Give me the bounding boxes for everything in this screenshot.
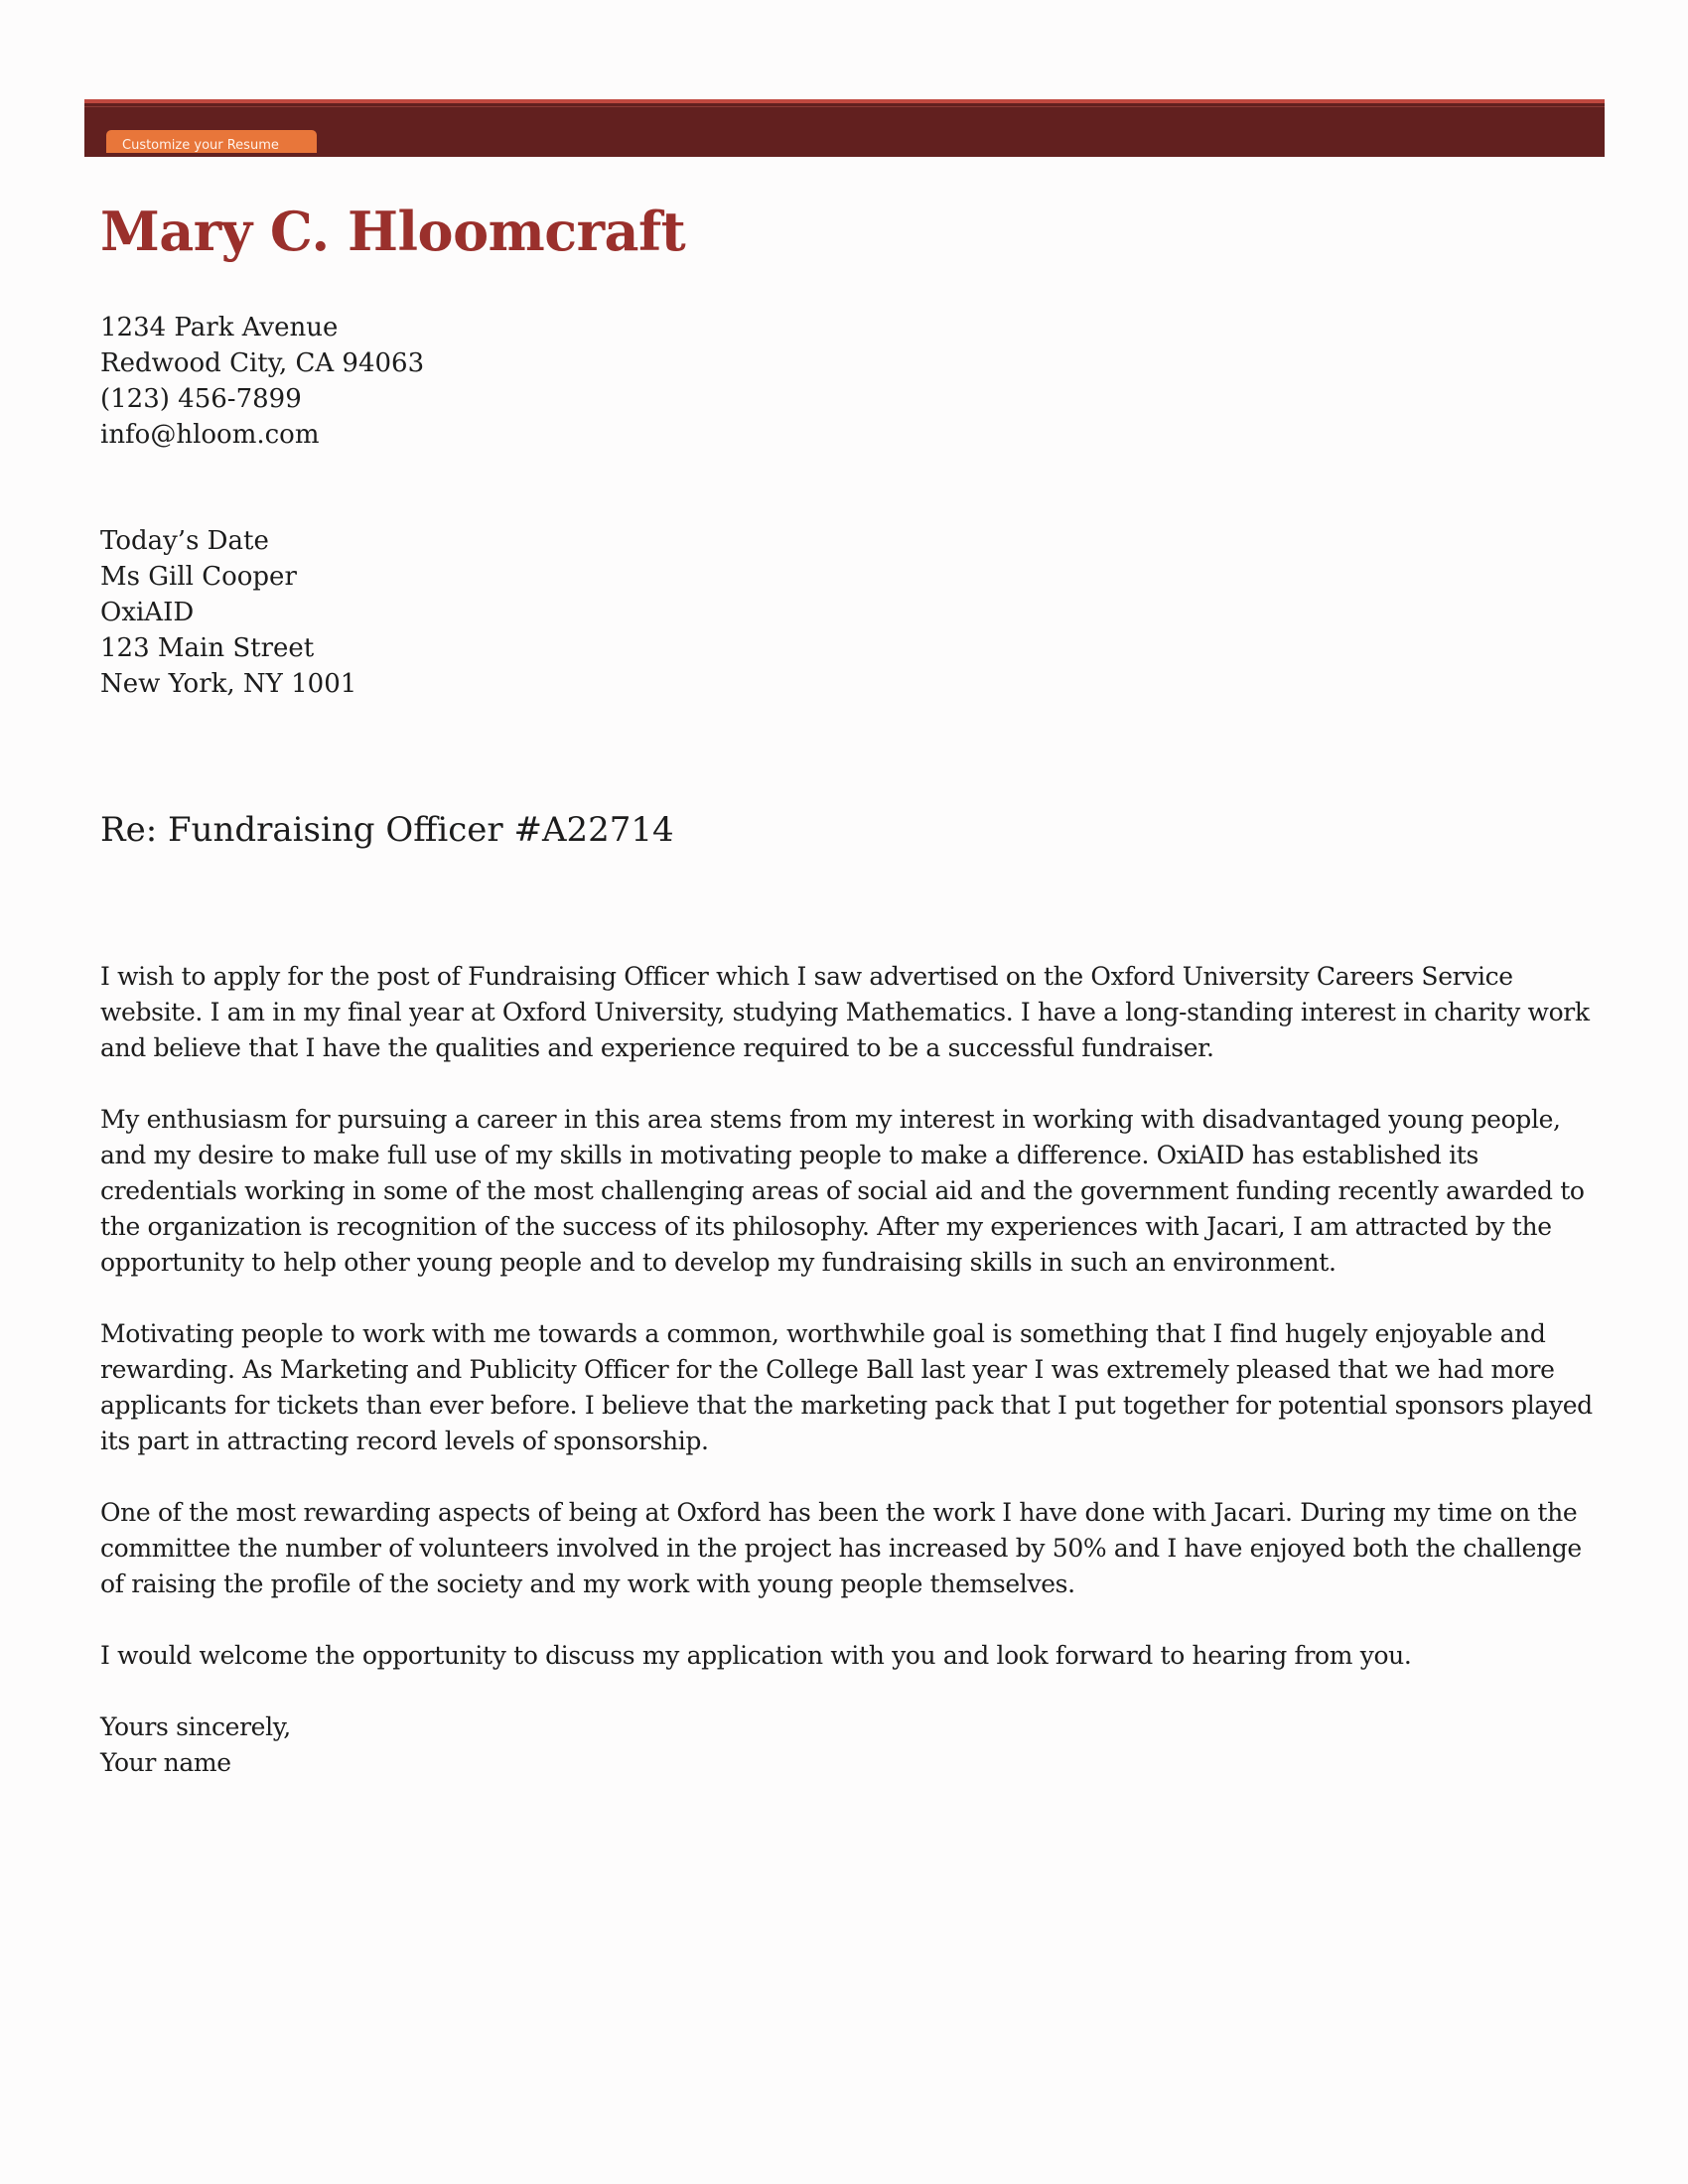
sender-phone: (123) 456-7899: [100, 384, 302, 414]
recipient-company: OxiAID: [100, 598, 195, 627]
sender-address-line1: 1234 Park Avenue: [100, 313, 339, 342]
body-paragraph: Motivating people to work with me towards a common, worthwhile goal is something that I find hugely enjoyable and rewarding. As Marketing and Publicity Officer for the College Ball last year I was extremely pleased that we had more applicants for tickets than ever before. I believe that the marketing pack that I put together for potential sponsors played its part in attracting record levels of sponsorship.: [100, 1319, 1593, 1455]
letter-body: [100, 959, 1595, 1781]
header-band: [84, 99, 1605, 157]
body-paragraph: My enthusiasm for pursuing a career in this area stems from my interest in working with disadvantaged young people, and my desire to make full use of my skills in motivating people to make a difference. OxiAID has established its credentials working in some of the most challenging areas of social aid and the government funding recently awarded to the organization is recognition of the success of its philosophy. After my experiences with Jacari, I am attracted by the opportunity to help other young people and to develop my fundraising skills in such an environment.: [100, 1105, 1585, 1277]
sender-name: Mary C. Hloomcraft: [100, 200, 686, 263]
closing-signature: Your name: [100, 1748, 231, 1777]
sender-contact-block: [100, 310, 424, 453]
closing-block: [100, 1709, 1595, 1781]
closing-salutation: Yours sincerely,: [100, 1712, 291, 1741]
sender-address-line2: Redwood City, CA 94063: [100, 348, 425, 378]
subject-line: Re: Fundraising Officer #A22714: [100, 810, 674, 850]
body-paragraph: I wish to apply for the post of Fundraising Officer which I saw advertised on the Oxford University Careers Service website. I am in my final year at Oxford University, studying Mathematics. I have a long-standing interest in charity work and believe that I have the qualities and experience required to be a successful fundraiser.: [100, 962, 1590, 1062]
sender-email: info@hloom.com: [100, 420, 320, 450]
customize-resume-button[interactable]: Customize your Resume: [106, 130, 317, 153]
recipient-block: [100, 523, 356, 702]
recipient-address-line2: New York, NY 1001: [100, 669, 357, 699]
body-paragraph: I would welcome the opportunity to discuss my application with you and look forward to hearing from you.: [100, 1641, 1412, 1670]
letter-date: Today’s Date: [100, 526, 269, 556]
recipient-address-line1: 123 Main Street: [100, 633, 315, 663]
header-divider-line: [84, 106, 1605, 107]
body-paragraph: One of the most rewarding aspects of being at Oxford has been the work I have done with Jacari. During my time on the committee the number of volunteers involved in the project has increased by 50% and I have enjoyed both the challenge of raising the profile of the society and my work with young people themselves.: [100, 1498, 1582, 1598]
recipient-name: Ms Gill Cooper: [100, 562, 297, 592]
